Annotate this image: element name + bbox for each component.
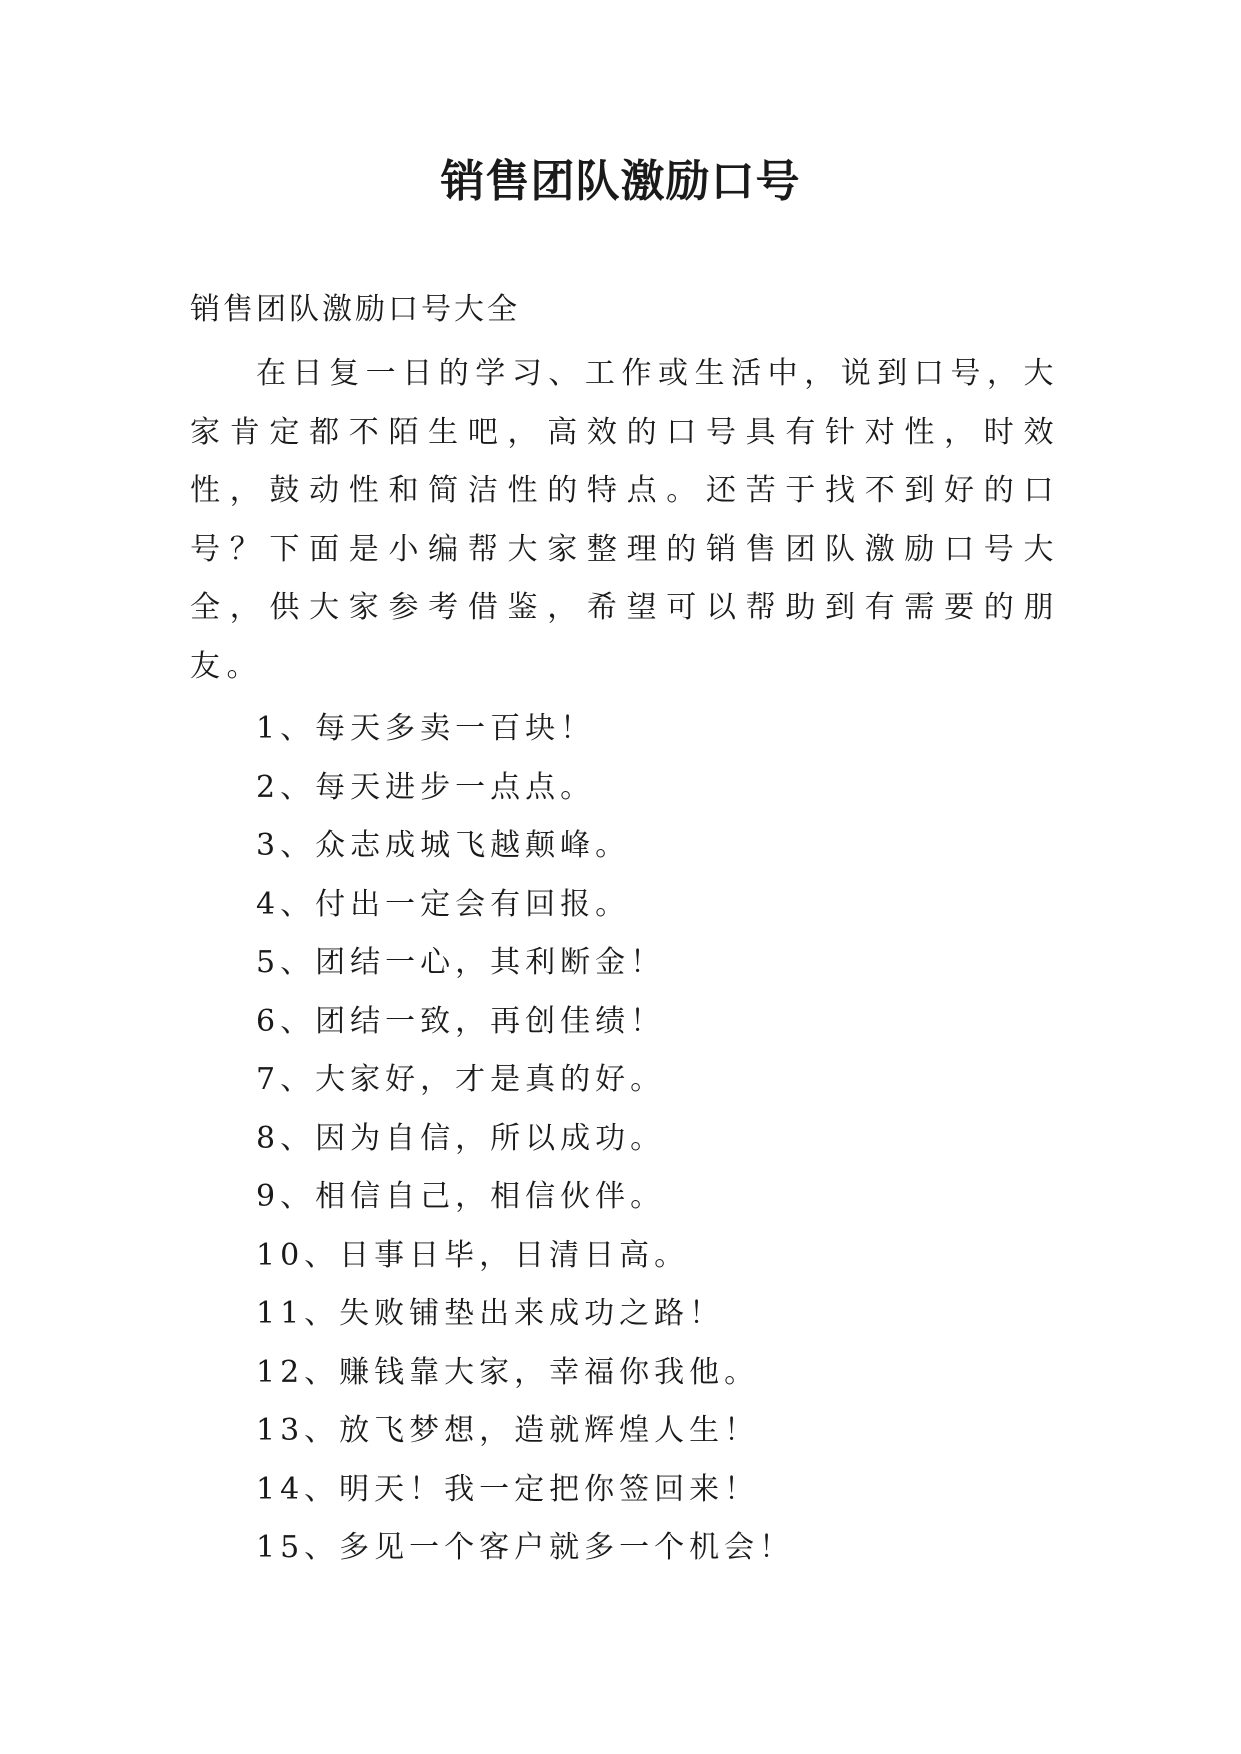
slogan-item: 14、明天！我一定把你签回来！ xyxy=(256,1471,760,1507)
slogan-item: 2、每天进步一点点。 xyxy=(256,769,596,805)
slogan-item: 15、多见一个客户就多一个机会！ xyxy=(256,1530,795,1565)
slogan-item: 1、每天多卖一百块！ xyxy=(256,711,596,746)
slogan-list xyxy=(256,700,794,1578)
document-subtitle: 销售团队激励口号大全 xyxy=(190,292,520,327)
slogan-item: 10、日事日毕，日清日高。 xyxy=(256,1237,690,1273)
slogan-item: 4、付出一定会有回报。 xyxy=(256,886,631,922)
slogan-item: 7、大家好，才是真的好。 xyxy=(256,1062,666,1097)
document-title: 销售团队激励口号 xyxy=(440,156,801,207)
slogan-item: 3、众志成城飞越颠峰。 xyxy=(256,828,631,863)
slogan-item: 9、相信自己，相信伙伴。 xyxy=(256,1179,666,1214)
slogan-item: 6、团结一致，再创佳绩！ xyxy=(256,1003,666,1039)
slogan-item: 12、赚钱靠大家，幸福你我他。 xyxy=(256,1354,760,1390)
slogan-item: 13、放飞梦想，造就辉煌人生！ xyxy=(256,1413,760,1448)
slogan-item: 5、团结一心，其利断金！ xyxy=(256,945,666,980)
slogan-item: 8、因为自信，所以成功。 xyxy=(256,1120,666,1156)
slogan-item: 11、失败铺垫出来成功之路！ xyxy=(256,1296,725,1331)
intro-paragraph: 在日复一日的学习、工作或生活中，说到口号，大家肯定都不陌生吧，高效的口号具有针对性，时效性，鼓动性和简洁性的特点。还苦于找不到好的口号？下面是小编帮大家整理的销售团队激励口号大全，供大家参考借鉴，希望可以帮助到有需要的朋友。 xyxy=(190,356,1060,684)
